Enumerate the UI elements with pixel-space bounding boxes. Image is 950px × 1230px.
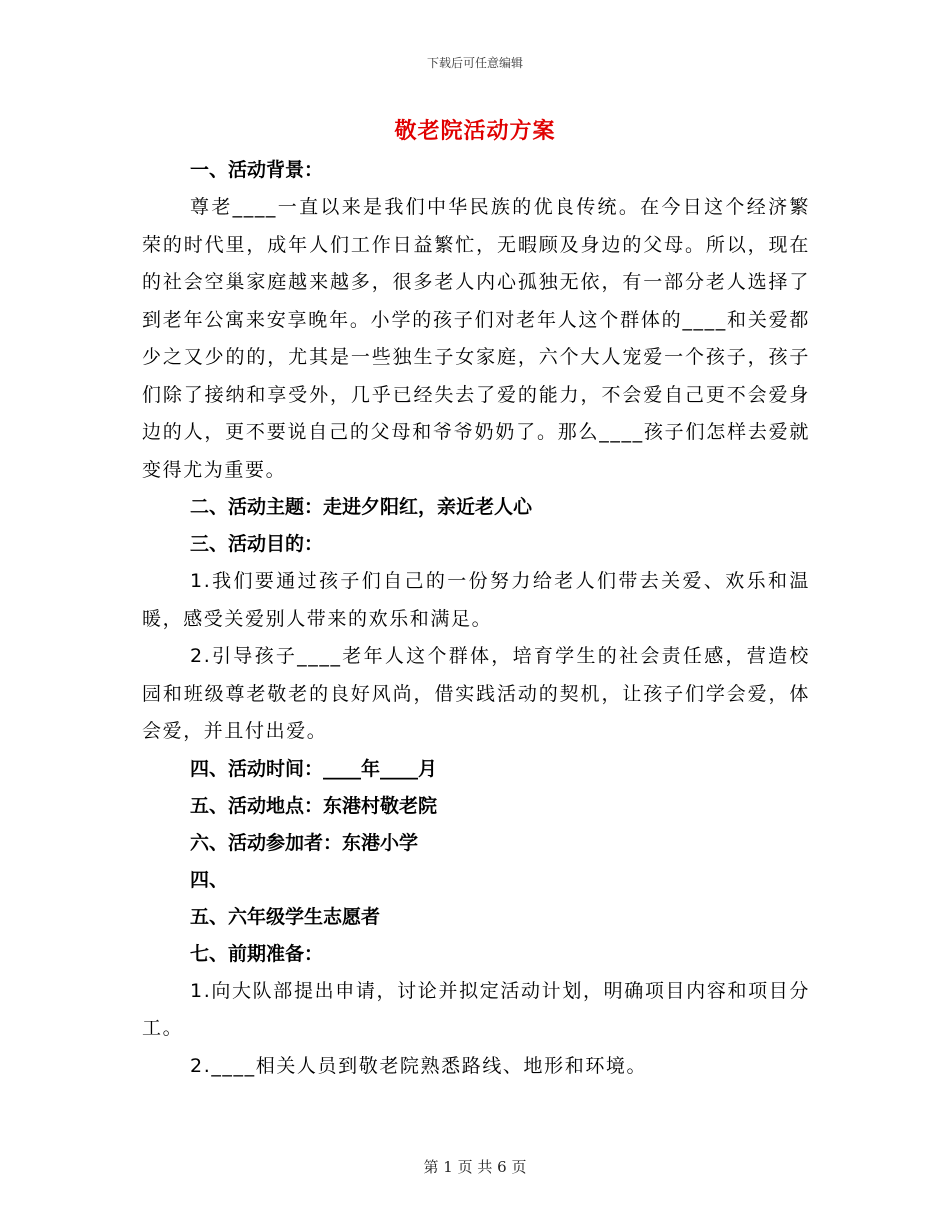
section-heading-preparation: 七、前期准备： (190, 942, 324, 965)
document-title: 敬老院活动方案 (394, 119, 556, 144)
document-body (142, 152, 810, 1085)
preparation-item-1: 1.向大队部提出申请，讨论并拟定活动计划，明确项目内容和项目分工。 (142, 979, 810, 1039)
page-number: 第 1 页 共 6 页 (423, 1158, 527, 1176)
background-paragraph: 尊老____一直以来是我们中华民族的优良传统。在今日这个经济繁荣的时代里，成年人们工作日益繁忙，无暇顾及身边的父母。所以，现在的社会空巢家庭越来越多，很多老人内心孤独无依，有一部分老人选择了到老年公寓来安享晚年。小学的孩子们对老年人这个群体的____和关爱都少之又少的的，尤其是一些独生子女家庭，六个大人宠爱一个孩子，孩子们除了接纳和享受外，几乎已经失去了爱的能力，不会爱自己更不会爱身边的人，更不要说自己的父母和爷爷奶奶了。那么____孩子们怎样去爱就变得尤为重要。 (142, 196, 810, 481)
preparation-item-2: 2.____相关人员到敬老院熟悉路线、地形和环境。 (190, 1054, 648, 1077)
section-heading-grade-four: 四、 (190, 868, 229, 891)
section-heading-purpose: 三、活动目的： (190, 533, 324, 555)
section-heading-background: 一、活动背景： (190, 159, 324, 181)
section-heading-theme: 二、活动主题：走进夕阳红，亲近老人心 (190, 496, 533, 518)
purpose-item-1: 1.我们要通过孩子们自己的一份努力给老人们带去关爱、欢乐和温暖，感受关爱别人带来的欢乐和满足。 (142, 570, 810, 630)
page-header-note: 下载后可任意编辑 (426, 56, 523, 70)
section-heading-grade-six: 五、六年级学生志愿者 (190, 905, 381, 928)
section-heading-location: 五、活动地点：东港村敬老院 (190, 794, 438, 817)
section-heading-participants: 六、活动参加者：东港小学 (190, 831, 419, 854)
section-heading-time: 四、活动时间：____年____月 (190, 757, 438, 780)
purpose-item-2: 2.引导孩子____老年人这个群体，培育学生的社会责任感，营造校园和班级尊老敬老的良好风尚，借实践活动的契机，让孩子们学会爱，体会爱，并且付出爱。 (142, 645, 810, 742)
